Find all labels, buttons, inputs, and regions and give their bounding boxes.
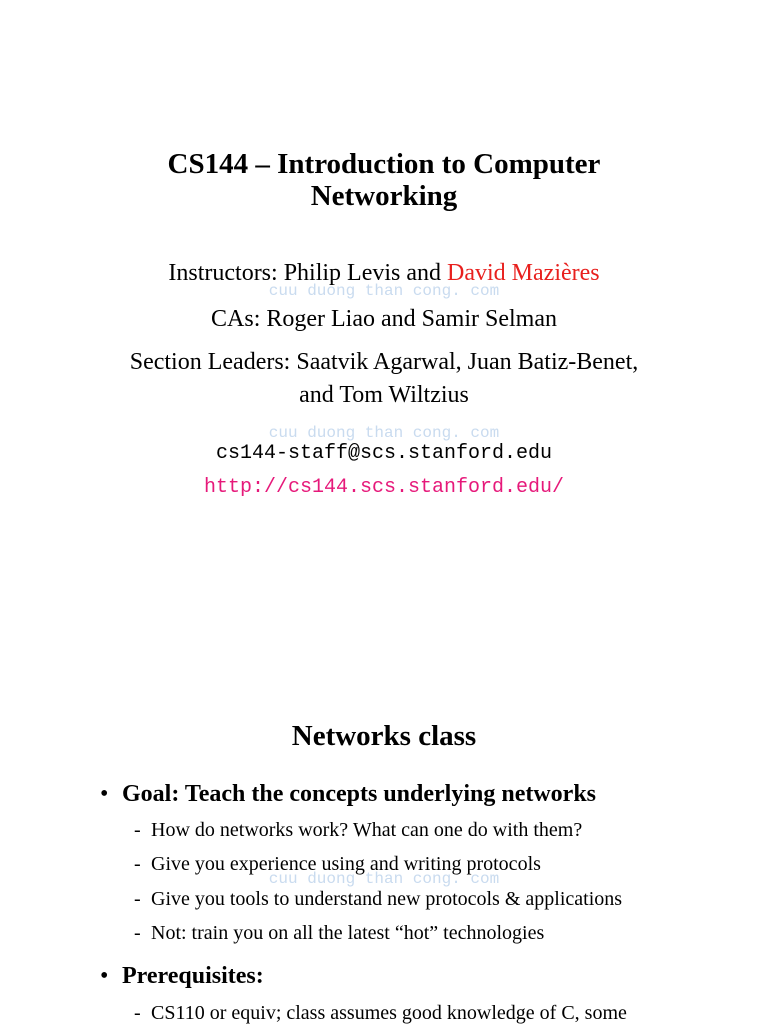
bullet-label: Goal: Teach the concepts underlying networks [122,781,597,807]
dash-icon: - [134,1002,141,1024]
dash-icon: - [134,819,141,841]
dash-icon: - [134,853,141,875]
staff-email[interactable]: cs144-staff@scs.stanford.edu [215,442,553,465]
course-url-link[interactable]: http://cs144.scs.stanford.edu/ [203,476,565,499]
list-item [134,920,544,946]
list-item-text: CS110 or equiv; class assumes good knowledge of C, some [151,1002,627,1024]
list-item-text: Give you experience using and writing protocols [151,853,541,875]
list-item [134,886,622,912]
course-title-line-2: Networking [310,180,458,212]
list-item-text: How do networks work? What can one do with them? [151,819,583,841]
slide-title: Networks class [291,720,477,752]
networks-class-slide [0,690,768,1024]
watermark-3: cuu duong than cong. com [268,870,500,888]
instructor-highlight: David Mazières [447,260,600,286]
list-item-text: Not: train you on all the latest “hot” technologies [151,922,545,944]
bullet-goal [100,779,596,809]
list-item-text: Give you tools to understand new protocols & applications [151,888,623,910]
section-leaders-line-1: Section Leaders: Saatvik Agarwal, Juan Batiz-Benet, [129,349,639,375]
instructors-label: Instructors: Philip Levis and [168,260,448,286]
dash-icon: - [134,922,141,944]
list-item [134,817,582,843]
bullet-label: Prerequisites: [122,963,264,989]
cas-line: CAs: Roger Liao and Samir Selman [211,306,557,332]
bullet-icon: • [100,963,109,989]
watermark-1: cuu duong than cong. com [268,282,500,300]
section-leaders-line-2: and Tom Wiltzius [299,382,469,408]
dash-icon: - [134,888,141,910]
bullet-icon: • [100,781,109,807]
watermark-2: cuu duong than cong. com [268,424,500,442]
course-title-line-1: CS144 – Introduction to Computer [167,148,601,180]
course-title [0,148,768,212]
list-item [134,1000,627,1026]
bullet-prerequisites [100,961,264,991]
